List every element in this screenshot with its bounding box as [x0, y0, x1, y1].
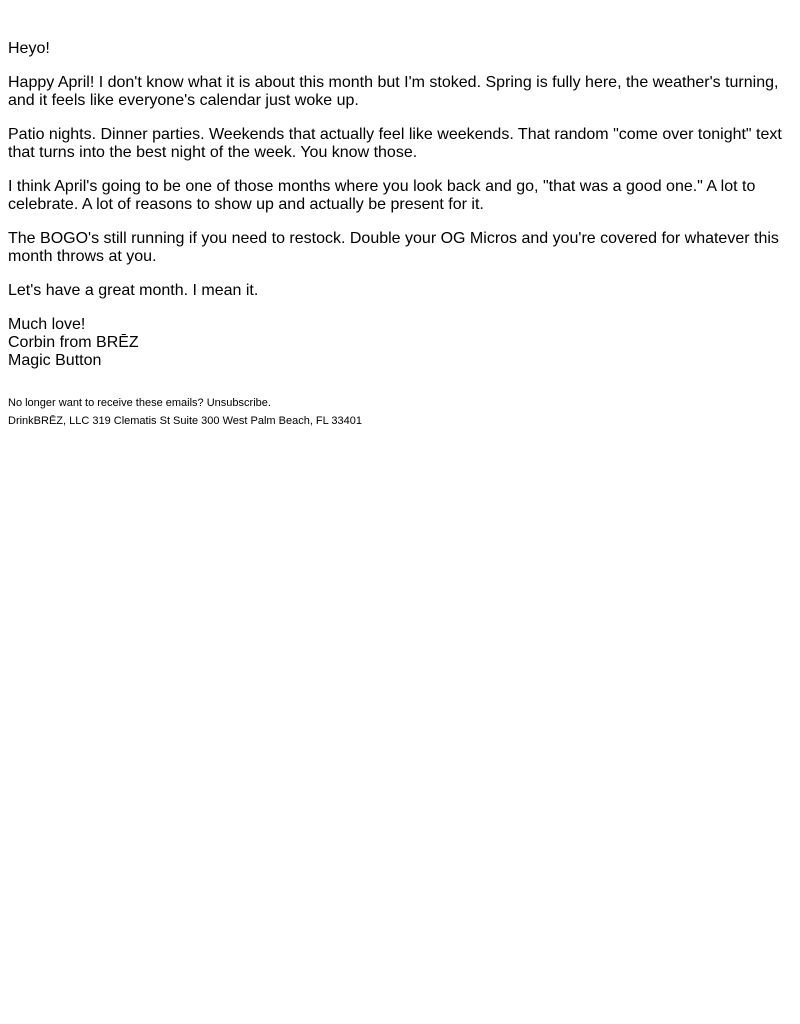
email-footer [8, 394, 792, 430]
greeting: Heyo! [8, 40, 50, 57]
signature: Corbin from BRĒZ [8, 334, 139, 351]
unsubscribe-line [8, 394, 792, 412]
company-address: DrinkBRĒZ, LLC 319 Clematis St Suite 300 West Palm Beach, FL 33401 [8, 415, 362, 427]
email-body [0, 0, 800, 430]
magic-button[interactable]: Magic Button [8, 352, 102, 369]
closing: Much love! [8, 316, 86, 333]
signoff [8, 316, 792, 370]
unsubscribe-link[interactable]: Unsubscribe. [206, 397, 271, 409]
paragraph-2: Patio nights. Dinner parties. Weekends that actually feel like weekends. That random "come over tonight" text that turns into the best night of the week. You know those. [8, 126, 782, 161]
paragraph-1: Happy April! I don't know what it is about this month but I'm stoked. Spring is fully here, the weather's turning, and it feels like everyone's calendar just woke up. [8, 74, 779, 109]
paragraph-5: Let's have a great month. I mean it. [8, 282, 259, 299]
paragraph-4: The BOGO's still running if you need to restock. Double your OG Micros and you're covered for whatever this month throws at you. [8, 230, 779, 265]
unsubscribe-prefix: No longer want to receive these emails? [8, 397, 204, 409]
paragraph-3: I think April's going to be one of those months where you look back and go, "that was a good one." A lot to celebrate. A lot of reasons to show up and actually be present for it. [8, 178, 756, 213]
